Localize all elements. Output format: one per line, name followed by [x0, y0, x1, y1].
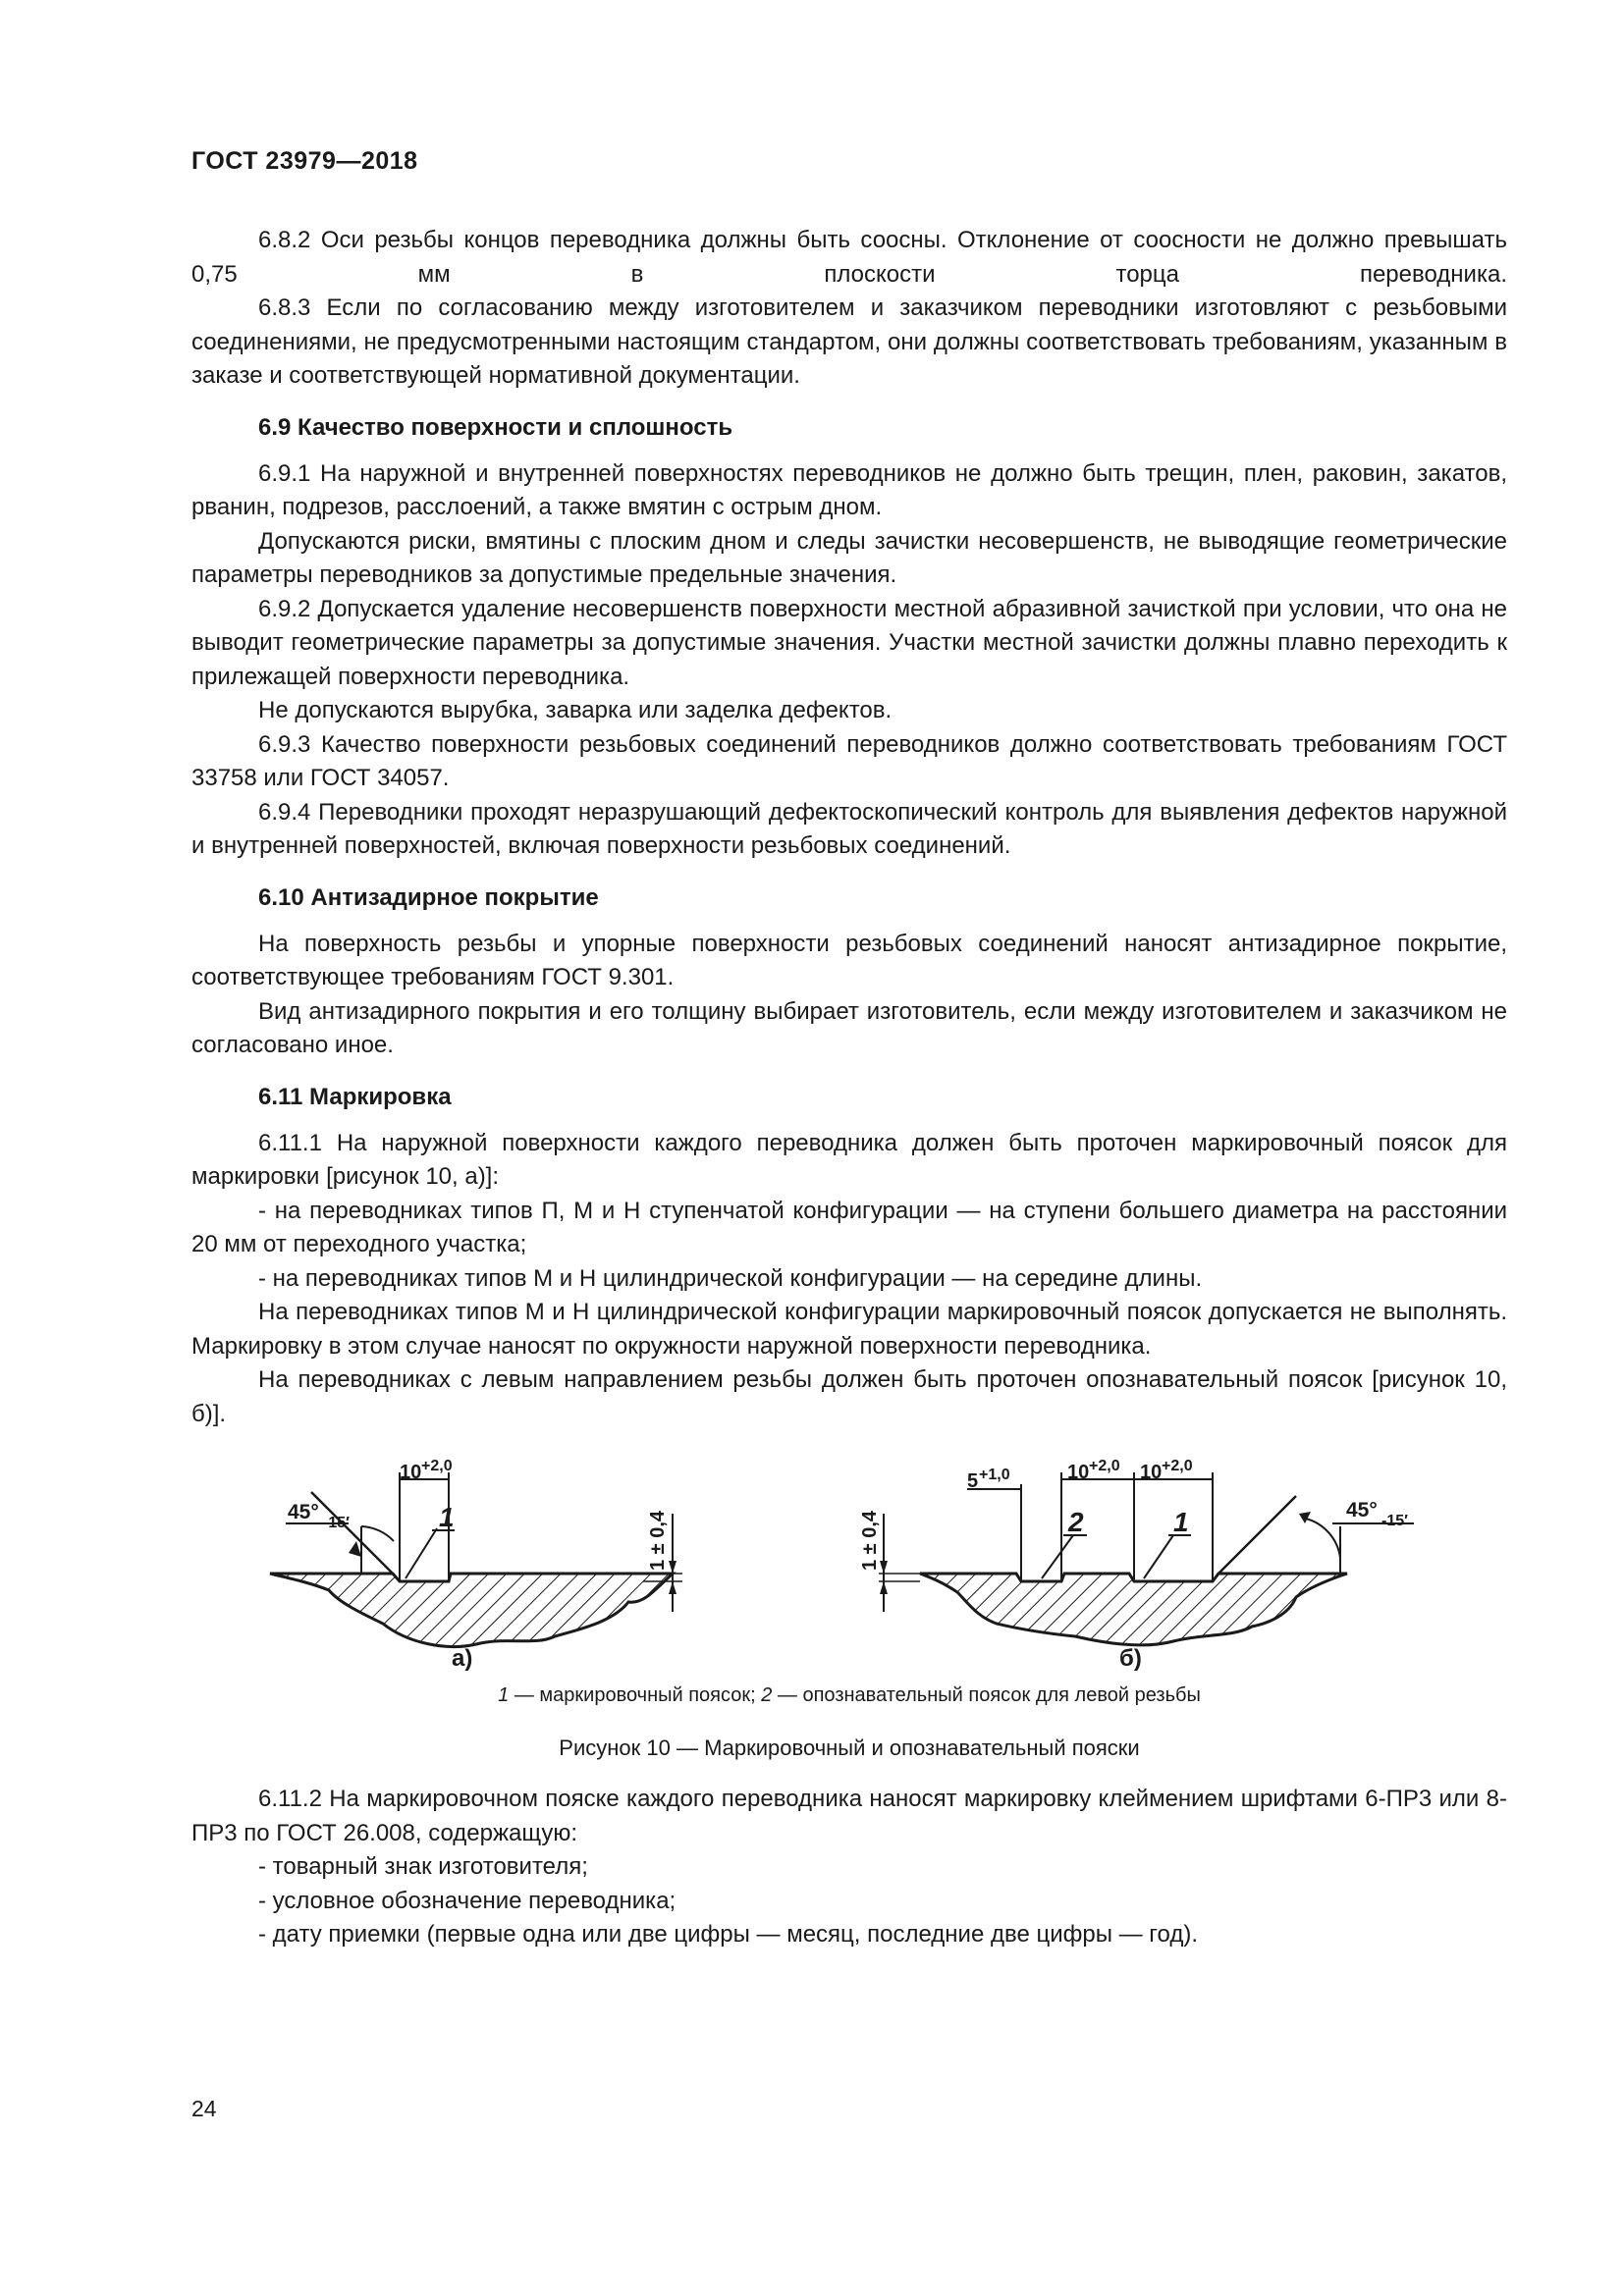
figure-legend: [191, 1681, 1507, 1710]
list-item-cylindrical: - на переводниках типов М и Н цилиндрической конфигурации — на середине длины.: [258, 1264, 1203, 1292]
figure-b-leader-1: [1144, 1535, 1173, 1578]
paragraph-6-11-1: 6.11.1 На наружной поверхности каждого переводника должен быть проточен маркировочный поясок для маркировки [рисунок 10, а)]:: [191, 1129, 1507, 1190]
list-item-acceptance-date: - дату приемки (первые одна или две цифры — месяц, последние две цифры — год).: [258, 1921, 1199, 1948]
figure-a-width: 10: [400, 1462, 422, 1483]
paragraph-6-9-1-b: Допускаются риски, вмятины с плоским дном и следы зачистки несовершенств, не выводящие геометрические параметры переводников за допустимые предельные значения.: [191, 527, 1507, 588]
figure-b-depth-arrow-bottom: [880, 1581, 888, 1594]
paragraph-6-11-1-c: На переводниках с левым направлением резьбы должен быть проточен опознавательный поясок [рисунок 10, б)].: [191, 1366, 1507, 1427]
figure-a-label: а): [452, 1645, 473, 1671]
figure-b-angle-tol: -15′: [1381, 1513, 1408, 1529]
figure-b-label: б): [1119, 1645, 1142, 1671]
list-item-stepped: - на переводниках типов П, М и Н ступенчатой конфигурации — на ступени большего диаметра на расстоянии 20 мм от переходного участка;: [191, 1197, 1507, 1257]
paragraph-6-11-1-b: На переводниках типов М и Н цилиндрической конфигурации маркировочный поясок допускается не выполнять. Маркировку в этом случае наносят по окружности наружной поверхности переводника.: [191, 1299, 1507, 1360]
figure-b-leader-2: [1042, 1535, 1073, 1578]
paragraph-6-8-3: 6.8.3 Если по согласованию между изготовителем и заказчиком переводники изготовляют с резьбовыми соединениями, не предусмотренными настоящим стандартом, они должны соответствовать требованиям, указанным в заказе и соответствующей нормативной документации.: [191, 294, 1507, 389]
list-item-trademark: - товарный знак изготовителя;: [258, 1853, 588, 1880]
figure-a-body: [270, 1574, 673, 1646]
figure-caption: Рисунок 10 — Маркировочный и опознавательный пояски: [559, 1735, 1140, 1760]
paragraph-6-9-2: 6.9.2 Допускается удаление несовершенств поверхности местной абразивной зачисткой при условии, что она не выводит геометрические параметры за допустимые значения. Участки местной зачистки должны плавно переходить к прилежащей поверхности переводника.: [191, 595, 1507, 690]
legend-text-2: — опознавательный поясок для левой резьбы: [772, 1684, 1201, 1706]
figure-b-callout-2: 2: [1068, 1507, 1084, 1537]
paragraph-6-9-3: 6.9.3 Качество поверхности резьбовых соединений переводников должно соответствовать требованиям ГОСТ 33758 или ГОСТ 34057.: [191, 730, 1507, 791]
paragraph-6-10-a: На поверхность резьбы и упорные поверхности резьбовых соединений наносят антизадирное покрытие, соответствующее требованиям ГОСТ 9.301.: [191, 930, 1507, 990]
figure-b-depth-arrow-top: [880, 1561, 888, 1574]
figure-a-callout-1: 1: [439, 1502, 455, 1532]
figure-b-angle-arrow: [1299, 1512, 1311, 1523]
section-heading-6-11: 6.11 Маркировка: [258, 1083, 452, 1110]
figure-a-angle-tol: -15′: [323, 1515, 350, 1531]
figure-10-drawing: [191, 1455, 1507, 1671]
figure-b-width-right: 10: [1140, 1462, 1163, 1483]
figure-b: [859, 1458, 1414, 1671]
figure-a-width-tol: +2,0: [421, 1458, 453, 1474]
paragraph-6-9-1: 6.9.1 На наружной и внутренней поверхностях переводников не должно быть трещин, плен, раковин, закатов, рванин, подрезов, расслоений, а также вмятин с острым дном.: [191, 459, 1507, 520]
figure-a-depth: 1 ± 0,4: [647, 1510, 669, 1571]
section-heading-6-10: 6.10 Антизадирное покрытие: [258, 883, 599, 911]
paragraph-6-9-2-b: Не допускаются вырубка, заварка или заделка дефектов.: [258, 697, 893, 723]
page-number: 24: [191, 2096, 217, 2121]
figure-a-leader-1: [406, 1528, 437, 1578]
figure-b-angle: 45°: [1346, 1499, 1378, 1522]
paragraph-6-10-b: Вид антизадирного покрытия и его толщину выбирает изготовитель, если между изготовителем и заказчиком не согласовано иное.: [191, 997, 1507, 1058]
figure-a-depth-arrow-bottom: [669, 1581, 677, 1594]
figure-b-width-mid-tol: +2,0: [1089, 1458, 1120, 1474]
figure-a-angle: 45°: [288, 1501, 319, 1523]
figure-b-body: [920, 1574, 1347, 1645]
figure-b-width-mid: 10: [1067, 1462, 1090, 1483]
document-header: ГОСТ 23979—2018: [191, 147, 418, 175]
figure-a-angle-arc: [361, 1526, 394, 1541]
paragraph-6-8-2: 6.8.2 Оси резьбы концов переводника должны быть соосны. Отклонение от соосности не должно превышать 0,75 мм в плоскости торца переводника.: [191, 227, 1507, 288]
figure-b-depth: 1 ± 0,4: [859, 1510, 881, 1571]
paragraph-6-11-2: 6.11.2 На маркировочном пояске каждого переводника наносят маркировку клеймением шрифтами 6-ПР3 или 8-ПР3 по ГОСТ 26.008, содержащую:: [191, 1786, 1507, 1846]
figure-a-depth-arrow-top: [669, 1561, 677, 1574]
figure-a: [270, 1458, 682, 1671]
figure-a-angle-arrow: [349, 1541, 361, 1557]
figure-b-width-left-tol: +1,0: [979, 1467, 1010, 1483]
figure-b-chamfer-line: [1218, 1496, 1296, 1574]
section-heading-6-9: 6.9 Качество поверхности и сплошность: [258, 413, 733, 441]
list-item-designation: - условное обозначение переводника;: [258, 1887, 677, 1914]
legend-number-2: 2: [761, 1684, 773, 1706]
figure-b-callout-1: 1: [1173, 1507, 1189, 1537]
figure-a-chamfer-line: [311, 1492, 393, 1574]
figure-b-width-right-tol: +2,0: [1162, 1458, 1193, 1474]
paragraph-6-9-4: 6.9.4 Переводники проходят неразрушающий дефектоскопический контроль для выявления дефектов наружной и внутренней поверхностей, включая поверхности резьбовых соединений.: [191, 798, 1507, 859]
legend-text-1: — маркировочный поясок;: [509, 1684, 762, 1706]
legend-number-1: 1: [498, 1684, 510, 1706]
figure-10: [191, 1455, 1507, 1671]
figure-b-width-left: 5: [967, 1470, 979, 1492]
page-body: [191, 224, 1507, 1952]
